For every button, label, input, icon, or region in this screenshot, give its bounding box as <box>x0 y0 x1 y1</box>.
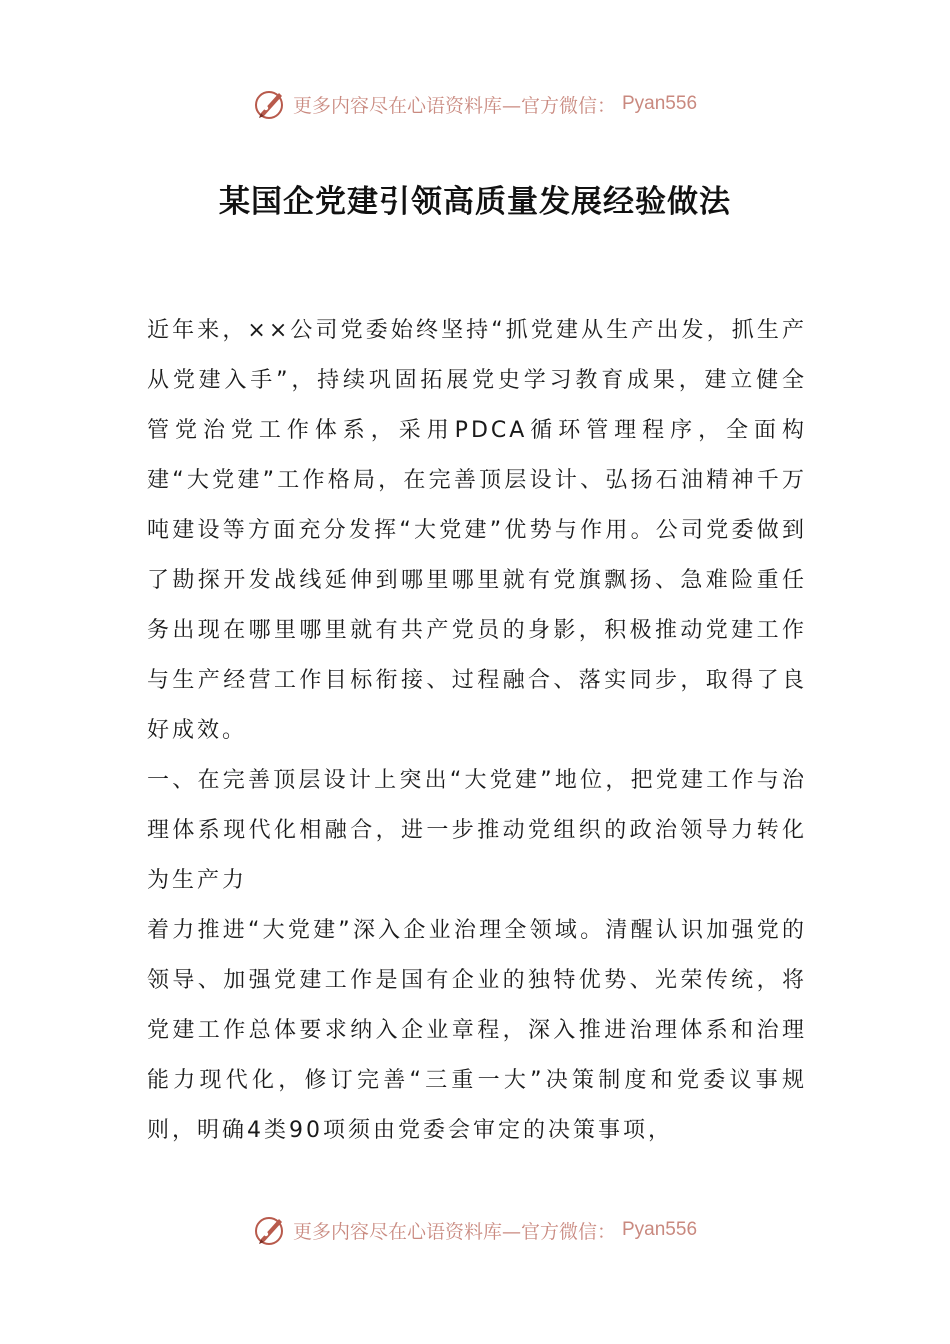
body-paragraph: 近年来，××公司党委始终坚持“抓党建从生产出发，抓生产从党建入手”，持续巩固拓展党史学习教育成果，建立健全管党治党工作体系，采用PDCA循环管理程序，全面构建“大党建”工作格局，在完善顶层设计、弘扬石油精神千万吨建设等方面充分发挥“大党建”优势与作用。公司党委做到了勘探开发战线延伸到哪里哪里就有党旗飘扬、急难险重任务出现在哪里哪里就有共产党员的身影，积极推动党建工作与生产经营工作目标衔接、过程融合、落实同步，取得了良好成效。 <box>147 318 807 743</box>
watermark-text: 更多内容尽在心语资料库—官方微信： <box>292 94 616 117</box>
watermark-footer <box>0 1210 950 1250</box>
body-paragraph: 着力推进“大党建”深入企业治理全领域。清醒认识加强党的领导、加强党建工作是国有企业的独特优势、光荣传统，将党建工作总体要求纳入企业章程，深入推进治理体系和治理能力现代化，修订完善“三重一大”决策制度和党委议事规则，明确4类90项须由党委会审定的决策事项， <box>147 918 807 1143</box>
watermark-handle: Pyan556 <box>622 93 698 114</box>
pen-logo-icon <box>253 87 287 121</box>
pen-logo-icon <box>253 1213 287 1247</box>
section-heading: 一、在完善顶层设计上突出“大党建”地位，把党建工作与治理体系现代化相融合，进一步推动党组织的政治领导力转化为生产力 <box>147 768 807 893</box>
watermark-text: 更多内容尽在心语资料库—官方微信： <box>292 1220 616 1243</box>
watermark-handle: Pyan556 <box>622 1219 698 1240</box>
document-body <box>147 306 807 1156</box>
document-title: 某国企党建引领高质量发展经验做法 <box>219 184 731 220</box>
watermark-header <box>0 84 950 124</box>
